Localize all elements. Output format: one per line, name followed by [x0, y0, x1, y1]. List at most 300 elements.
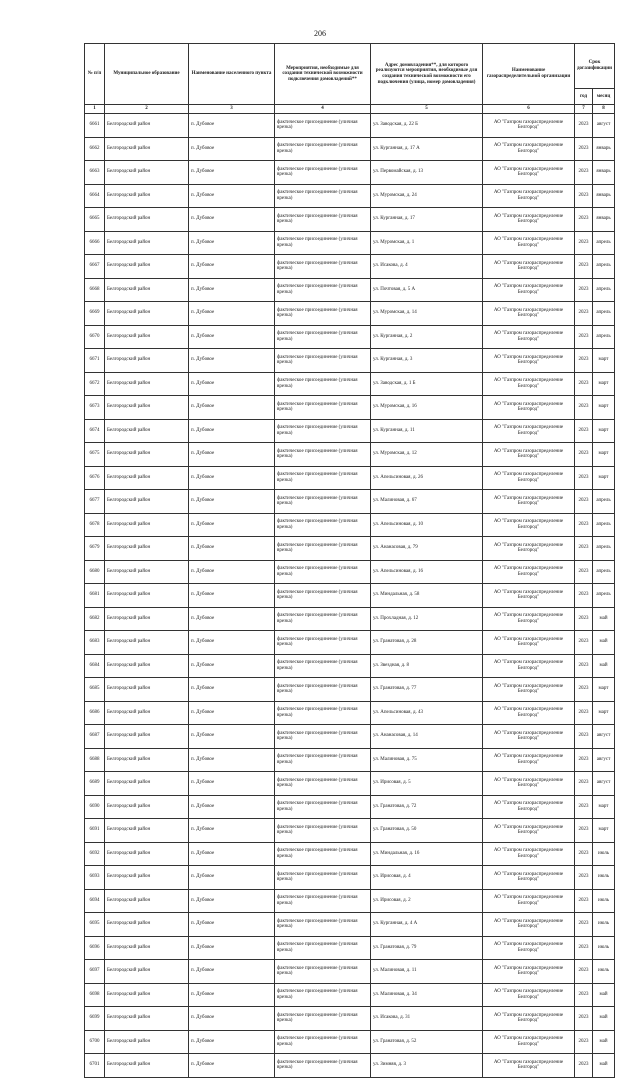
row-number: 6678 — [85, 513, 105, 537]
org-cell: АО "Газпром газораспределение Белгород" — [483, 208, 575, 232]
measures-cell: фактическое присоединение (уличная врезка) — [275, 560, 371, 584]
settlement-cell: п. Дубовое — [189, 137, 275, 161]
measures-cell: фактическое присоединение (уличная врезка) — [275, 231, 371, 255]
table-row — [85, 1007, 615, 1031]
municipality-cell: Белгородский район — [105, 795, 189, 819]
month-cell: апрель — [593, 537, 615, 561]
address-cell: ул. Первомайская, д. 13 — [371, 161, 483, 185]
address-cell: ул. Заводская, д. 22 Б — [371, 114, 483, 138]
year-cell: 2023 — [575, 325, 593, 349]
settlement-cell: п. Дубовое — [189, 748, 275, 772]
month-cell: апрель — [593, 302, 615, 326]
municipality-cell: Белгородский район — [105, 302, 189, 326]
month-cell: август — [593, 725, 615, 749]
municipality-cell: Белгородский район — [105, 372, 189, 396]
year-cell: 2023 — [575, 889, 593, 913]
org-cell: АО "Газпром газораспределение Белгород" — [483, 184, 575, 208]
measures-cell: фактическое присоединение (уличная врезка) — [275, 1007, 371, 1031]
address-cell: ул. Миндальная, д. 58 — [371, 584, 483, 608]
settlement-cell: п. Дубовое — [189, 184, 275, 208]
settlement-cell: п. Дубовое — [189, 537, 275, 561]
org-cell: АО "Газпром газораспределение Белгород" — [483, 772, 575, 796]
settlement-cell: п. Дубовое — [189, 161, 275, 185]
table-row — [85, 537, 615, 561]
row-number: 6670 — [85, 325, 105, 349]
settlement-cell: п. Дубовое — [189, 466, 275, 490]
settlement-cell: п. Дубовое — [189, 325, 275, 349]
month-cell: май — [593, 654, 615, 678]
table-row — [85, 372, 615, 396]
year-cell: 2023 — [575, 255, 593, 279]
year-cell: 2023 — [575, 161, 593, 185]
table-row — [85, 866, 615, 890]
table-row — [85, 184, 615, 208]
municipality-cell: Белгородский район — [105, 325, 189, 349]
table-row — [85, 208, 615, 232]
month-cell: май — [593, 983, 615, 1007]
settlement-cell: п. Дубовое — [189, 654, 275, 678]
municipality-cell: Белгородский район — [105, 701, 189, 725]
address-cell: ул. Ананасовая, д. 79 — [371, 537, 483, 561]
org-cell: АО "Газпром газораспределение Белгород" — [483, 866, 575, 890]
month-cell: март — [593, 443, 615, 467]
municipality-cell: Белгородский район — [105, 983, 189, 1007]
row-number: 6676 — [85, 466, 105, 490]
row-number: 6663 — [85, 161, 105, 185]
org-cell: АО "Газпром газораспределение Белгород" — [483, 1030, 575, 1054]
month-cell: апрель — [593, 490, 615, 514]
org-cell: АО "Газпром газораспределение Белгород" — [483, 936, 575, 960]
year-cell: 2023 — [575, 772, 593, 796]
org-cell: АО "Газпром газораспределение Белгород" — [483, 137, 575, 161]
header-month: месяц — [593, 89, 615, 105]
month-cell: июль — [593, 913, 615, 937]
settlement-cell: п. Дубовое — [189, 678, 275, 702]
header-year: год — [575, 89, 593, 105]
municipality-cell: Белгородский район — [105, 184, 189, 208]
settlement-cell: п. Дубовое — [189, 114, 275, 138]
address-cell: ул. Гранатовая, д. 72 — [371, 795, 483, 819]
address-cell: ул. Апельсиновая, д. 16 — [371, 560, 483, 584]
row-number: 6688 — [85, 748, 105, 772]
table-row — [85, 114, 615, 138]
address-cell: ул. Ирисовая, д. 2 — [371, 889, 483, 913]
measures-cell: фактическое присоединение (уличная врезка) — [275, 607, 371, 631]
municipality-cell: Белгородский район — [105, 678, 189, 702]
address-cell: ул. Апельсиновая, д. 10 — [371, 513, 483, 537]
address-cell: ул. Гранатовая, д. 50 — [371, 819, 483, 843]
month-cell: август — [593, 772, 615, 796]
table-row — [85, 419, 615, 443]
municipality-cell: Белгородский район — [105, 419, 189, 443]
address-cell: ул. Курганная, д. 17 — [371, 208, 483, 232]
settlement-cell: п. Дубовое — [189, 772, 275, 796]
month-cell: март — [593, 466, 615, 490]
column-number: 4 — [275, 105, 371, 114]
measures-cell: фактическое присоединение (уличная врезка) — [275, 819, 371, 843]
settlement-cell: п. Дубовое — [189, 302, 275, 326]
year-cell: 2023 — [575, 819, 593, 843]
page-number: 206 — [314, 29, 326, 38]
address-cell: ул. Муромская, д. 16 — [371, 396, 483, 420]
year-cell: 2023 — [575, 631, 593, 655]
org-cell: АО "Газпром газораспределение Белгород" — [483, 255, 575, 279]
month-cell: март — [593, 795, 615, 819]
month-cell: апрель — [593, 560, 615, 584]
municipality-cell: Белгородский район — [105, 161, 189, 185]
month-cell: январь — [593, 161, 615, 185]
address-cell: ул. Курганная, д. 4 А — [371, 913, 483, 937]
municipality-cell: Белгородский район — [105, 819, 189, 843]
month-cell: июль — [593, 936, 615, 960]
municipality-cell: Белгородский район — [105, 725, 189, 749]
settlement-cell: п. Дубовое — [189, 889, 275, 913]
municipality-cell: Белгородский район — [105, 866, 189, 890]
org-cell: АО "Газпром газораспределение Белгород" — [483, 231, 575, 255]
year-cell: 2023 — [575, 1030, 593, 1054]
table-row — [85, 842, 615, 866]
year-cell: 2023 — [575, 372, 593, 396]
municipality-cell: Белгородский район — [105, 443, 189, 467]
header-num: № п/п — [85, 44, 105, 105]
table-row — [85, 231, 615, 255]
year-cell: 2023 — [575, 419, 593, 443]
settlement-cell: п. Дубовое — [189, 936, 275, 960]
measures-cell: фактическое присоединение (уличная врезка) — [275, 114, 371, 138]
measures-cell: фактическое присоединение (уличная врезка) — [275, 725, 371, 749]
address-cell: ул. Муромская, д. 12 — [371, 443, 483, 467]
settlement-cell: п. Дубовое — [189, 208, 275, 232]
year-cell: 2023 — [575, 960, 593, 984]
month-cell: январь — [593, 208, 615, 232]
month-cell: март — [593, 678, 615, 702]
column-number: 8 — [593, 105, 615, 114]
year-cell: 2023 — [575, 184, 593, 208]
table-row — [85, 349, 615, 373]
address-cell: ул. Ирисовая, д. 5 — [371, 772, 483, 796]
column-number: 1 — [85, 105, 105, 114]
org-cell: АО "Газпром газораспределение Белгород" — [483, 349, 575, 373]
settlement-cell: п. Дубовое — [189, 490, 275, 514]
settlement-cell: п. Дубовое — [189, 584, 275, 608]
settlement-cell: п. Дубовое — [189, 819, 275, 843]
month-cell: апрель — [593, 325, 615, 349]
measures-cell: фактическое присоединение (уличная врезка) — [275, 372, 371, 396]
municipality-cell: Белгородский район — [105, 490, 189, 514]
table-row — [85, 607, 615, 631]
municipality-cell: Белгородский район — [105, 1007, 189, 1031]
table-row — [85, 137, 615, 161]
row-number: 6691 — [85, 819, 105, 843]
settlement-cell: п. Дубовое — [189, 1054, 275, 1078]
measures-cell: фактическое присоединение (уличная врезка) — [275, 161, 371, 185]
column-number: 2 — [105, 105, 189, 114]
measures-cell: фактическое присоединение (уличная врезка) — [275, 537, 371, 561]
measures-cell: фактическое присоединение (уличная врезка) — [275, 654, 371, 678]
address-cell: ул. Исаковa, д. 4 — [371, 255, 483, 279]
row-number: 6694 — [85, 889, 105, 913]
address-cell: ул. Заводская, д. 1 Б — [371, 372, 483, 396]
row-number: 6685 — [85, 678, 105, 702]
municipality-cell: Белгородский район — [105, 114, 189, 138]
year-cell: 2023 — [575, 466, 593, 490]
address-cell: ул. Апельсиновая, д. 43 — [371, 701, 483, 725]
year-cell: 2023 — [575, 936, 593, 960]
year-cell: 2023 — [575, 114, 593, 138]
municipality-cell: Белгородский район — [105, 889, 189, 913]
settlement-cell: п. Дубовое — [189, 701, 275, 725]
settlement-cell: п. Дубовое — [189, 349, 275, 373]
table-row — [85, 278, 615, 302]
month-cell: март — [593, 419, 615, 443]
table-row — [85, 678, 615, 702]
municipality-cell: Белгородский район — [105, 631, 189, 655]
settlement-cell: п. Дубовое — [189, 372, 275, 396]
year-cell: 2023 — [575, 842, 593, 866]
table-row — [85, 889, 615, 913]
row-number: 6690 — [85, 795, 105, 819]
table-row — [85, 255, 615, 279]
org-cell: АО "Газпром газораспределение Белгород" — [483, 560, 575, 584]
row-number: 6683 — [85, 631, 105, 655]
org-cell: АО "Газпром газораспределение Белгород" — [483, 161, 575, 185]
month-cell: июль — [593, 889, 615, 913]
row-number: 6700 — [85, 1030, 105, 1054]
measures-cell: фактическое присоединение (уличная врезка) — [275, 419, 371, 443]
settlement-cell: п. Дубовое — [189, 560, 275, 584]
month-cell: март — [593, 701, 615, 725]
address-cell: ул. Малиновая, д. 67 — [371, 490, 483, 514]
row-number: 6661 — [85, 114, 105, 138]
org-cell: АО "Газпром газораспределение Белгород" — [483, 372, 575, 396]
municipality-cell: Белгородский район — [105, 513, 189, 537]
month-cell: март — [593, 372, 615, 396]
measures-cell: фактическое присоединение (уличная врезка) — [275, 795, 371, 819]
month-cell: март — [593, 349, 615, 373]
measures-cell: фактическое присоединение (уличная врезка) — [275, 960, 371, 984]
settlement-cell: п. Дубовое — [189, 443, 275, 467]
org-cell: АО "Газпром газораспределение Белгород" — [483, 466, 575, 490]
month-cell: январь — [593, 137, 615, 161]
year-cell: 2023 — [575, 231, 593, 255]
address-cell: ул. Гранатовая, д. 79 — [371, 936, 483, 960]
settlement-cell: п. Дубовое — [189, 278, 275, 302]
row-number: 6699 — [85, 1007, 105, 1031]
month-cell: июль — [593, 866, 615, 890]
municipality-cell: Белгородский район — [105, 231, 189, 255]
table-row — [85, 490, 615, 514]
municipality-cell: Белгородский район — [105, 537, 189, 561]
measures-cell: фактическое присоединение (уличная врезка) — [275, 1054, 371, 1078]
row-number: 6696 — [85, 936, 105, 960]
row-number: 6693 — [85, 866, 105, 890]
org-cell: АО "Газпром газораспределение Белгород" — [483, 842, 575, 866]
settlement-cell: п. Дубовое — [189, 983, 275, 1007]
municipality-cell: Белгородский район — [105, 208, 189, 232]
org-cell: АО "Газпром газораспределение Белгород" — [483, 278, 575, 302]
address-cell: ул. Ирисовая, д. 4 — [371, 866, 483, 890]
year-cell: 2023 — [575, 748, 593, 772]
org-cell: АО "Газпром газораспределение Белгород" — [483, 443, 575, 467]
month-cell: май — [593, 1007, 615, 1031]
row-number: 6695 — [85, 913, 105, 937]
row-number: 6673 — [85, 396, 105, 420]
table-row — [85, 631, 615, 655]
row-number: 6697 — [85, 960, 105, 984]
org-cell: АО "Газпром газораспределение Белгород" — [483, 490, 575, 514]
year-cell: 2023 — [575, 654, 593, 678]
measures-cell: фактическое присоединение (уличная врезка) — [275, 302, 371, 326]
month-cell: апрель — [593, 584, 615, 608]
measures-cell: фактическое присоединение (уличная врезка) — [275, 325, 371, 349]
address-cell: ул. Малиновая, д. 75 — [371, 748, 483, 772]
month-cell: май — [593, 1030, 615, 1054]
org-cell: АО "Газпром газораспределение Белгород" — [483, 795, 575, 819]
measures-cell: фактическое присоединение (уличная врезка) — [275, 137, 371, 161]
year-cell: 2023 — [575, 701, 593, 725]
org-cell: АО "Газпром газораспределение Белгород" — [483, 701, 575, 725]
year-cell: 2023 — [575, 443, 593, 467]
measures-cell: фактическое присоединение (уличная врезка) — [275, 913, 371, 937]
header-deadline: Срок догазификации — [575, 44, 615, 89]
column-number: 7 — [575, 105, 593, 114]
settlement-cell: п. Дубовое — [189, 960, 275, 984]
org-cell: АО "Газпром газораспределение Белгород" — [483, 114, 575, 138]
column-number: 5 — [371, 105, 483, 114]
municipality-cell: Белгородский район — [105, 607, 189, 631]
row-number: 6675 — [85, 443, 105, 467]
address-cell: ул. Ананасовая, д. 14 — [371, 725, 483, 749]
year-cell: 2023 — [575, 678, 593, 702]
org-cell: АО "Газпром газораспределение Белгород" — [483, 584, 575, 608]
org-cell: АО "Газпром газораспределение Белгород" — [483, 983, 575, 1007]
municipality-cell: Белгородский район — [105, 560, 189, 584]
org-cell: АО "Газпром газораспределение Белгород" — [483, 537, 575, 561]
municipality-cell: Белгородский район — [105, 654, 189, 678]
table-row — [85, 466, 615, 490]
address-cell: ул. Муромская, д. 1 — [371, 231, 483, 255]
municipality-cell: Белгородский район — [105, 278, 189, 302]
measures-cell: фактическое присоединение (уличная врезка) — [275, 983, 371, 1007]
row-number: 6686 — [85, 701, 105, 725]
table-row — [85, 819, 615, 843]
row-number: 6674 — [85, 419, 105, 443]
municipality-cell: Белгородский район — [105, 466, 189, 490]
row-number: 6667 — [85, 255, 105, 279]
measures-cell: фактическое присоединение (уличная врезка) — [275, 936, 371, 960]
row-number: 6680 — [85, 560, 105, 584]
row-number: 6672 — [85, 372, 105, 396]
measures-cell: фактическое присоединение (уличная врезка) — [275, 349, 371, 373]
table-row — [85, 936, 615, 960]
header-measures: Мероприятия, необходимые для создания технической возможности подключения домовладений** — [275, 44, 371, 105]
measures-cell: фактическое присоединение (уличная врезка) — [275, 584, 371, 608]
year-cell: 2023 — [575, 513, 593, 537]
year-cell: 2023 — [575, 349, 593, 373]
org-cell: АО "Газпром газораспределение Белгород" — [483, 302, 575, 326]
settlement-cell: п. Дубовое — [189, 1007, 275, 1031]
org-cell: АО "Газпром газораспределение Белгород" — [483, 913, 575, 937]
month-cell: март — [593, 819, 615, 843]
address-cell: ул. Курганная, д. 17 А — [371, 137, 483, 161]
month-cell: апрель — [593, 255, 615, 279]
measures-cell: фактическое присоединение (уличная врезка) — [275, 466, 371, 490]
measures-cell: фактическое присоединение (уличная врезка) — [275, 1030, 371, 1054]
address-cell: ул. Малиновая, д. 34 — [371, 983, 483, 1007]
month-cell: август — [593, 114, 615, 138]
settlement-cell: п. Дубовое — [189, 631, 275, 655]
month-cell: апрель — [593, 513, 615, 537]
address-cell: ул. Гранатовая, д. 52 — [371, 1030, 483, 1054]
year-cell: 2023 — [575, 1007, 593, 1031]
municipality-cell: Белгородский район — [105, 960, 189, 984]
municipality-cell: Белгородский район — [105, 1030, 189, 1054]
month-cell: апрель — [593, 278, 615, 302]
measures-cell: фактическое присоединение (уличная врезка) — [275, 513, 371, 537]
measures-cell: фактическое присоединение (уличная врезка) — [275, 889, 371, 913]
table-row — [85, 772, 615, 796]
month-cell: апрель — [593, 231, 615, 255]
address-cell: ул. Почтовая, д. 5 А — [371, 278, 483, 302]
month-cell: июль — [593, 842, 615, 866]
org-cell: АО "Газпром газораспределение Белгород" — [483, 607, 575, 631]
settlement-cell: п. Дубовое — [189, 255, 275, 279]
gasification-table — [84, 43, 615, 1078]
table-row — [85, 960, 615, 984]
org-cell: АО "Газпром газораспределение Белгород" — [483, 748, 575, 772]
year-cell: 2023 — [575, 208, 593, 232]
year-cell: 2023 — [575, 490, 593, 514]
municipality-cell: Белгородский район — [105, 396, 189, 420]
address-cell: ул. Зимняя, д. 3 — [371, 1054, 483, 1078]
year-cell: 2023 — [575, 537, 593, 561]
org-cell: АО "Газпром газораспределение Белгород" — [483, 889, 575, 913]
row-number: 6671 — [85, 349, 105, 373]
table-row — [85, 725, 615, 749]
municipality-cell: Белгородский район — [105, 584, 189, 608]
org-cell: АО "Газпром газораспределение Белгород" — [483, 325, 575, 349]
address-cell: ул. Звездная, д. 8 — [371, 654, 483, 678]
month-cell: май — [593, 607, 615, 631]
org-cell: АО "Газпром газораспределение Белгород" — [483, 631, 575, 655]
row-number: 6677 — [85, 490, 105, 514]
row-number: 6666 — [85, 231, 105, 255]
table-row — [85, 443, 615, 467]
address-cell: ул. Прохладная, д. 12 — [371, 607, 483, 631]
table-row — [85, 161, 615, 185]
row-number: 6665 — [85, 208, 105, 232]
org-cell: АО "Газпром газораспределение Белгород" — [483, 1007, 575, 1031]
table-body — [85, 114, 615, 1078]
settlement-cell: п. Дубовое — [189, 866, 275, 890]
address-cell: ул. Исакова, д. 31 — [371, 1007, 483, 1031]
row-number: 6682 — [85, 607, 105, 631]
settlement-cell: п. Дубовое — [189, 842, 275, 866]
header-address: Адрес домовладения**, для которого реализуются мероприятия, необходимые для создания технической возможности его подключения (улица, номер домовладения) — [371, 44, 483, 105]
table-row — [85, 701, 615, 725]
measures-cell: фактическое присоединение (уличная врезка) — [275, 278, 371, 302]
settlement-cell: п. Дубовое — [189, 913, 275, 937]
year-cell: 2023 — [575, 607, 593, 631]
month-cell: май — [593, 1054, 615, 1078]
header-settlement: Наименование населенного пункта — [189, 44, 275, 105]
month-cell: август — [593, 748, 615, 772]
address-cell: ул. Гранатовая, д. 77 — [371, 678, 483, 702]
org-cell: АО "Газпром газораспределение Белгород" — [483, 960, 575, 984]
address-cell: ул. Миндальная, д. 16 — [371, 842, 483, 866]
header-municipality: Муниципальное образование — [105, 44, 189, 105]
org-cell: АО "Газпром газораспределение Белгород" — [483, 419, 575, 443]
